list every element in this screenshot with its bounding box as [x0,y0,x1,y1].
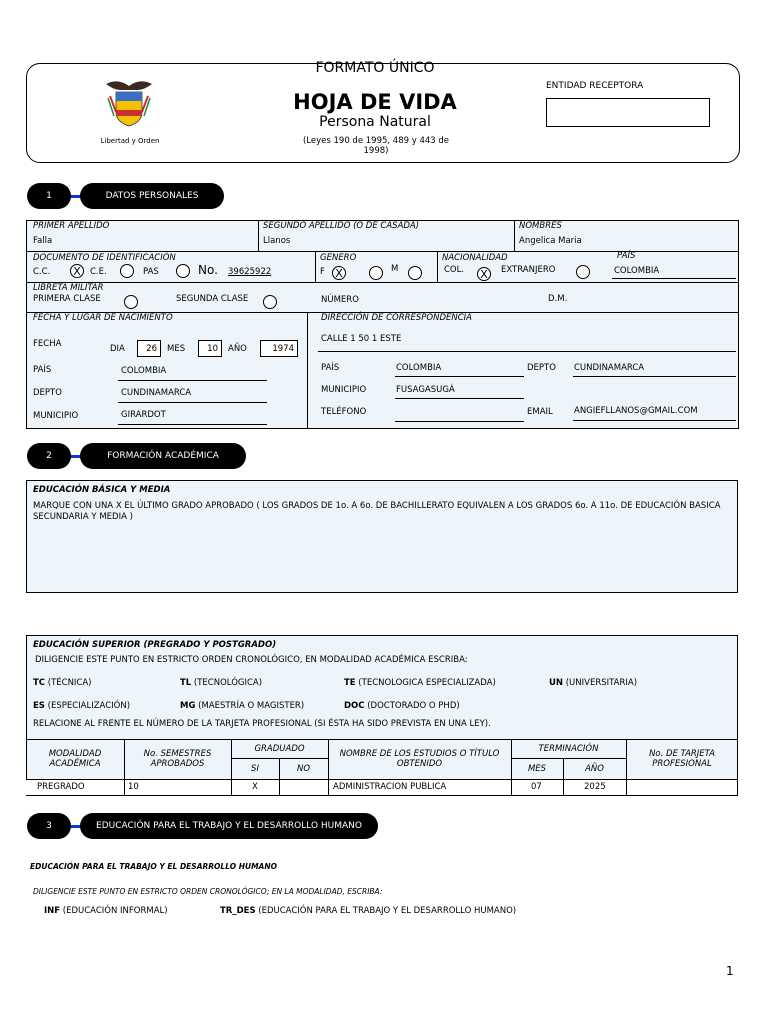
row-studies-value[interactable]: ADMINISTRACION PUBLICA [333,782,447,792]
basic-education-box [26,480,738,593]
underline [395,376,524,377]
basic-education-text: MARQUE CON UNA X EL ÚLTIMO GRADO APROBADO ( LOS GRADOS DE 1o. A 6o. DE BACHILLERATO EQUIVALEN A LOS GRADOS 6o. A 11o. DE EDUCACIÓN BASICA SECUNDARIA Y MEDIA ) [33,501,721,522]
nationality-foreign-label: EXTRANJERO [501,265,556,275]
entity-input[interactable] [546,98,710,127]
code-es: ES (ESPECIALIZACIÓN) [33,701,131,711]
doc-no-label: No. [198,263,218,277]
gender-m-radio-left[interactable] [369,266,383,280]
section-2-title: FORMACIÓN ACADÉMICA [80,443,246,469]
first-surname-value[interactable]: Falla [33,236,53,246]
ce-label: C.E. [90,267,107,277]
ce-radio[interactable] [120,264,134,278]
birth-country-value[interactable]: COLOMBIA [121,366,167,376]
birth-depto-value[interactable]: CUNDINAMARCA [121,388,192,398]
email-value[interactable]: ANGIEFLLANOS@GMAIL.COM [574,406,698,416]
col-semesters-header: No. SEMESTRES APROBADOS [143,749,212,769]
addr-depto-label: DEPTO [527,363,556,373]
section-3-instructions: DILIGENCIE ESTE PUNTO EN ESTRICTO ORDEN CRONOLÓGICO; EN LA MODALIDAD, ESCRIBA: [33,887,383,896]
gender-m-label: M [391,264,399,274]
col-divider [315,251,316,282]
col-end-header: TERMINACIÓN [538,743,599,754]
country-value[interactable]: COLOMBIA [614,266,660,276]
page-number: 1 [726,964,734,978]
day-field[interactable]: 26 [137,340,161,357]
gender-f-label: F [320,267,325,277]
nationality-foreign-radio[interactable] [576,265,590,279]
country-label: PAÍS [617,251,636,261]
page-title: HOJA DE VIDA [293,90,457,114]
address-value[interactable]: CALLE 1 50 1 ESTE [321,334,402,344]
row-divider [26,282,739,283]
nationality-col-label: COL. [444,265,465,275]
code-mg: MG (MAESTRÍA O MAGISTER) [180,701,305,711]
gender-label: GENERO [320,253,357,263]
nationality-label: NACIONALIDAD [442,253,508,263]
phone-label: TELÉFONO [321,407,367,417]
higher-education-title: EDUCACIÓN SUPERIOR (PREGRADO Y POSTGRADO) [33,640,277,650]
nationality-col-radio[interactable]: X [477,267,491,281]
relate-card-instructions: RELACIONE AL FRENTE EL NÚMERO DE LA TARJETA PROFESIONAL (SI ÉSTA HA SIDO PREVISTA EN UNA LEY). [33,719,491,729]
row-si-value[interactable]: X [252,782,258,792]
section-1-title: DATOS PERSONALES [80,183,224,209]
underline [573,376,736,377]
second-surname-label: SEGUNDO APELLIDO (O DE CASADA) [263,221,420,231]
country-underline [612,278,736,279]
basic-education-title: EDUCACIÓN BÁSICA Y MEDIA [33,485,171,495]
col-studies-header: NOMBRE DE LOS ESTUDIOS O TÍTULO OBTENIDO [339,749,500,769]
code-un: UN (UNIVERSITARIA) [549,678,638,688]
col-anio-header: AÑO [585,763,604,774]
row-semesters-value[interactable]: 10 [128,782,139,792]
dm-label: D.M. [548,294,568,304]
addr-country-label: PAÍS [321,363,340,373]
code-inf: INF (EDUCACIÓN INFORMAL) [44,906,168,916]
col-no-header: NO [296,763,311,774]
section-3-subtitle: EDUCACIÓN PARA EL TRABAJO Y EL DESARROLLO HUMANO [30,862,277,871]
underline [118,424,267,425]
higher-education-table [26,739,738,796]
names-label: NOMBRES [519,221,562,231]
code-trdes: TR_DES (EDUCACIÓN PARA EL TRABAJO Y EL DESARROLLO HUMANO) [220,906,517,916]
entity-label: ENTIDAD RECEPTORA [546,81,644,91]
col-divider [437,251,438,282]
addr-municipio-value[interactable]: FUSAGASUGÁ [396,385,455,395]
code-tl: TL (TECNOLÓGICA) [180,678,263,688]
gender-f-radio[interactable]: X [332,266,346,280]
doc-id-label: DOCUMENTO DE IDENTIFICACIÓN [33,253,176,263]
year-label: AÑO [228,344,247,354]
second-class-label: SEGUNDA CLASE [176,294,249,304]
col-divider [307,312,308,429]
month-label: MES [167,344,186,354]
col-si-header: SI [251,763,259,774]
row-mes-value[interactable]: 07 [531,782,542,792]
birth-label: FECHA Y LUGAR DE NACIMIENTO [33,313,173,323]
col-graduated-header: GRADUADO [254,743,305,754]
section-3-number: 3 [27,813,71,839]
pas-label: PAS [143,267,159,277]
code-tc: TC (TÉCNICA) [33,678,92,688]
emblem-caption: Libertad y Orden [100,137,160,145]
row-mode-value[interactable]: PREGRADO [37,782,85,792]
underline [395,398,524,399]
day-label: DIA [110,344,125,354]
underline [118,402,267,403]
names-value[interactable]: Angelica Maria [519,236,582,246]
address-label: DIRECCIÓN DE CORRESPONDENCIA [321,313,472,323]
cc-radio[interactable]: X [70,264,84,278]
first-class-label: PRIMERA CLASE [33,294,101,304]
addr-depto-value[interactable]: CUNDINAMARCA [574,363,645,373]
section-3-title: EDUCACIÓN PARA EL TRABAJO Y EL DESARROLLO HUMANO [80,813,378,839]
format-title: FORMATO ÚNICO [315,60,435,76]
col-divider [258,220,259,251]
row-anio-value[interactable]: 2025 [584,782,606,792]
year-field[interactable]: 1974 [260,340,298,357]
col-card-header: No. DE TARJETA PROFESIONAL [649,749,715,769]
birth-date-label: FECHA [33,339,62,349]
underline [318,351,736,352]
underline [118,380,267,381]
first-class-radio[interactable] [124,295,138,309]
coat-of-arms-emblem [98,76,160,138]
col-mode-header: MODALIDAD ACADÉMICA [48,749,102,769]
month-field[interactable]: 10 [198,340,222,357]
second-surname-value[interactable]: Llanos [263,236,291,246]
birth-country-label: PAÍS [33,365,52,375]
cc-label: C.C. [33,267,51,277]
addr-country-value[interactable]: COLOMBIA [396,363,442,373]
higher-education-instructions: DILIGENCIE ESTE PUNTO EN ESTRICTO ORDEN CRONOLÓGICO, EN MODALIDAD ACADÉMICA ESCRIBA: [35,655,468,665]
col-mes-header: MES [527,763,547,774]
section-1-number: 1 [27,183,71,209]
email-label: EMAIL [527,407,553,417]
code-doc: DOC (DOCTORADO O PHD) [344,701,460,711]
addr-municipio-label: MUNICIPIO [321,385,367,395]
pas-radio[interactable] [176,264,190,278]
doc-number-value[interactable]: 39625922 [228,267,272,277]
first-surname-label: PRIMER APELLIDO [33,221,110,231]
gender-m-radio[interactable] [408,266,422,280]
second-class-radio[interactable] [263,295,277,309]
birth-municipio-value[interactable]: GIRARDOT [121,410,166,420]
military-card-label: LIBRETA MILITAR [33,283,104,293]
underline [395,421,524,422]
law-reference: (Leyes 190 de 1995, 489 y 443 de 1998) [302,136,450,156]
col-divider [514,220,515,251]
code-te: TE (TECNOLOGICA ESPECIALIZADA) [344,678,496,688]
page-subtitle: Persona Natural [319,114,431,130]
underline [573,420,736,421]
military-number-label: NÚMERO [321,295,359,305]
section-2-number: 2 [27,443,71,469]
birth-depto-label: DEPTO [33,388,62,398]
birth-municipio-label: MUNICIPIO [33,411,79,421]
